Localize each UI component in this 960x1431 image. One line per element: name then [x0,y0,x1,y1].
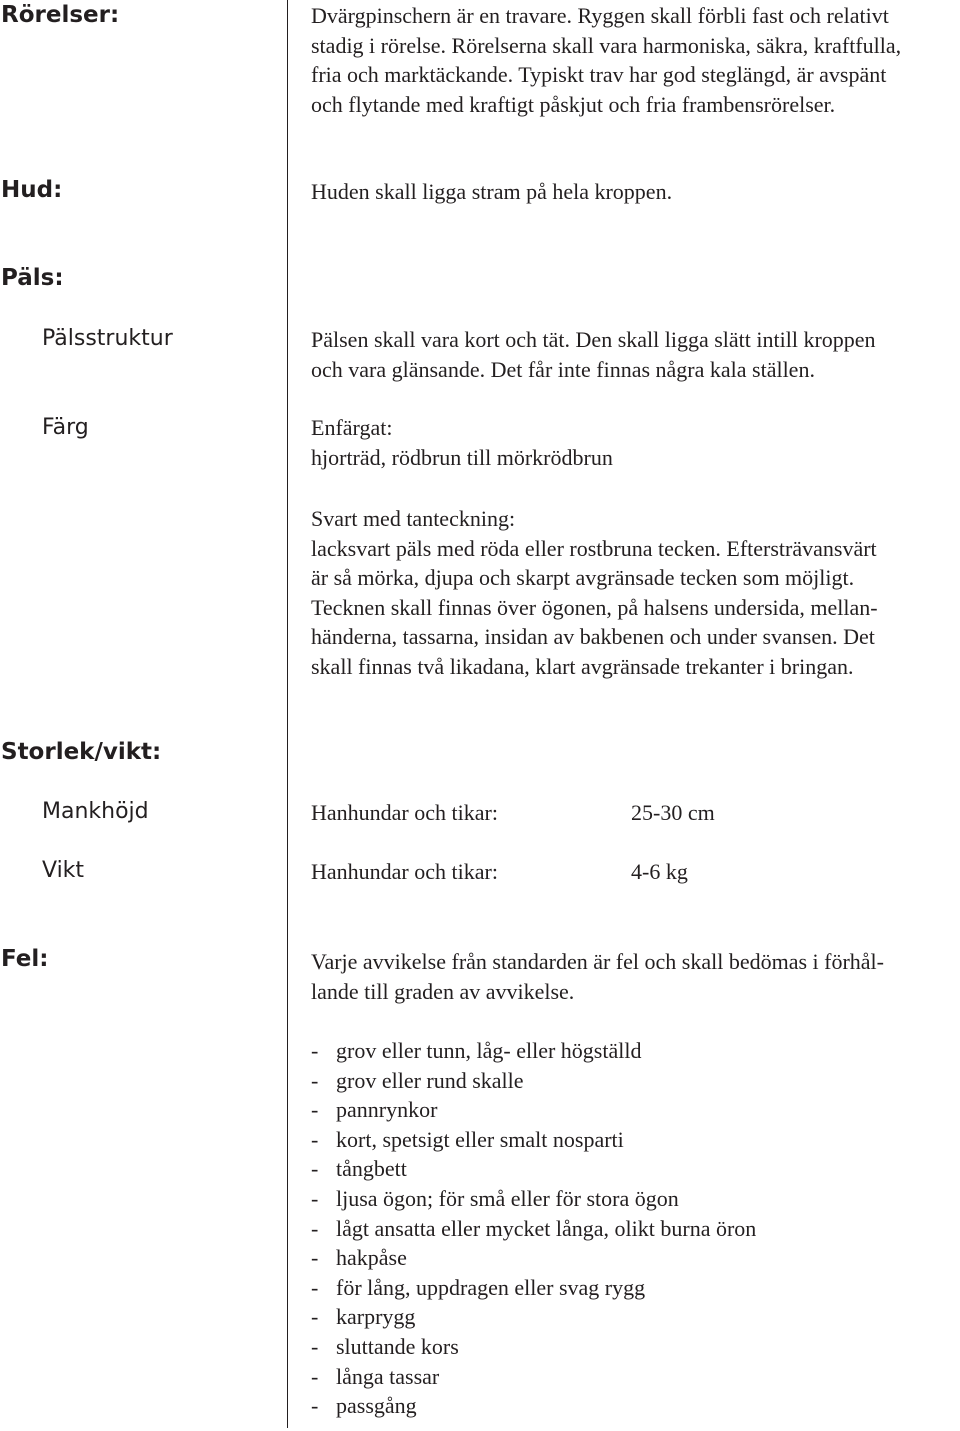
svart-block [311,504,878,681]
text-line: lacksvart päls med röda eller rostbruna tecken. Eftersträvansvärt [311,535,877,561]
heading-pals: Päls: [1,265,64,291]
fel-intro [311,947,884,1006]
bullet: - [311,1363,319,1389]
bullet: - [311,1097,319,1123]
bullet: - [311,1038,319,1063]
list-item [311,1302,756,1332]
bullet: - [311,1393,319,1419]
list-item [311,1125,756,1155]
list-item [311,1332,756,1362]
list-item-text: hakpåse [336,1245,407,1271]
text-line: och flytande med kraftigt påskjut och fria frambensrörelser. [311,91,836,117]
mankhojd-value: 25-30 cm [631,800,715,825]
vikt-value: 4-6 kg [631,859,688,884]
enfargat-text: hjorträd, rödbrun till mörkrödbrun [311,444,613,470]
enfargat-title: Enfärgat: [311,415,393,440]
list-item [311,1154,756,1184]
text-line: skall finnas två likadana, klart avgränsade trekanter i bringan. [311,653,854,679]
text-line: är så mörka, djupa och skarpt avgränsade tecken som möjligt. [311,565,855,590]
list-item-text: passgång [336,1393,417,1419]
text-line: och vara glänsande. Det får inte finnas några kala ställen. [311,356,815,382]
list-item [311,1214,756,1244]
text-line: Varje avvikelse från standarden är fel och skall bedömas i förhål- [311,949,884,974]
svart-title: Svart med tanteckning: [311,506,516,531]
list-item-text: tångbett [336,1156,407,1182]
text-line: stadig i rörelse. Rörelserna skall vara harmoniska, säkra, kraftfulla, [311,32,902,58]
vikt-who: Hanhundar och tikar: [311,859,498,884]
list-item [311,1273,756,1303]
mankhojd-who: Hanhundar och tikar: [311,800,498,825]
text-line: händerna, tassarna, insidan av bakbenen och under svansen. Det [311,624,875,649]
heading-rorelser: Rörelser: [1,2,120,28]
bullet: - [311,1333,319,1359]
list-item-text: grov eller tunn, låg- eller högställd [336,1038,642,1063]
bullet: - [311,1126,319,1152]
list-item-text: pannrynkor [336,1097,438,1123]
text-line: Tecknen skall finnas över ögonen, på halsens undersida, mellan- [311,594,878,620]
hud-text: Huden skall ligga stram på hela kroppen. [311,179,673,204]
bullet: - [311,1156,319,1182]
list-item-text: lågt ansatta eller mycket långa, olikt burna öron [336,1215,757,1241]
label-vikt: Vikt [42,858,85,883]
list-item [311,1362,756,1392]
fel-list [311,1036,756,1421]
list-item [311,1066,756,1096]
list-item-text: ljusa ögon; för små eller för stora ögon [336,1185,679,1211]
bullet: - [311,1067,319,1093]
list-item [311,1243,756,1273]
list-item-text: långa tassar [336,1363,440,1389]
label-farg: Färg [42,415,89,440]
heading-storlek: Storlek/vikt: [1,739,162,765]
bullet: - [311,1274,319,1300]
bullet: - [311,1185,319,1211]
list-item [311,1095,756,1125]
heading-fel: Fel: [1,946,49,972]
text-line: lande till graden av avvikelse. [311,978,575,1004]
label-palsstruktur: Pälsstruktur [42,326,173,351]
heading-hud: Hud: [1,177,63,203]
column-divider [287,0,288,1428]
palsstruktur-text [311,325,876,384]
list-item-text: för lång, uppdragen eller svag rygg [336,1274,646,1300]
list-item-text: grov eller rund skalle [336,1067,524,1093]
list-item [311,1184,756,1214]
bullet: - [311,1245,319,1271]
list-item-text: sluttande kors [336,1333,459,1359]
list-item-text: karprygg [336,1304,416,1330]
rorelser-text [311,1,901,119]
text-line: Pälsen skall vara kort och tät. Den skall ligga slätt intill kroppen [311,327,876,352]
text-line: Dvärgpinschern är en travare. Ryggen skall förbli fast och relativt [311,3,889,28]
text-line: fria och marktäckande. Typiskt trav har god steglängd, är avspänt [311,62,887,87]
list-item [311,1036,756,1066]
list-item [311,1391,756,1421]
bullet: - [311,1304,319,1330]
label-mankhojd: Mankhöjd [42,799,149,824]
list-item-text: kort, spetsigt eller smalt nosparti [336,1126,624,1152]
enfargat-block [311,413,613,472]
bullet: - [311,1215,319,1241]
